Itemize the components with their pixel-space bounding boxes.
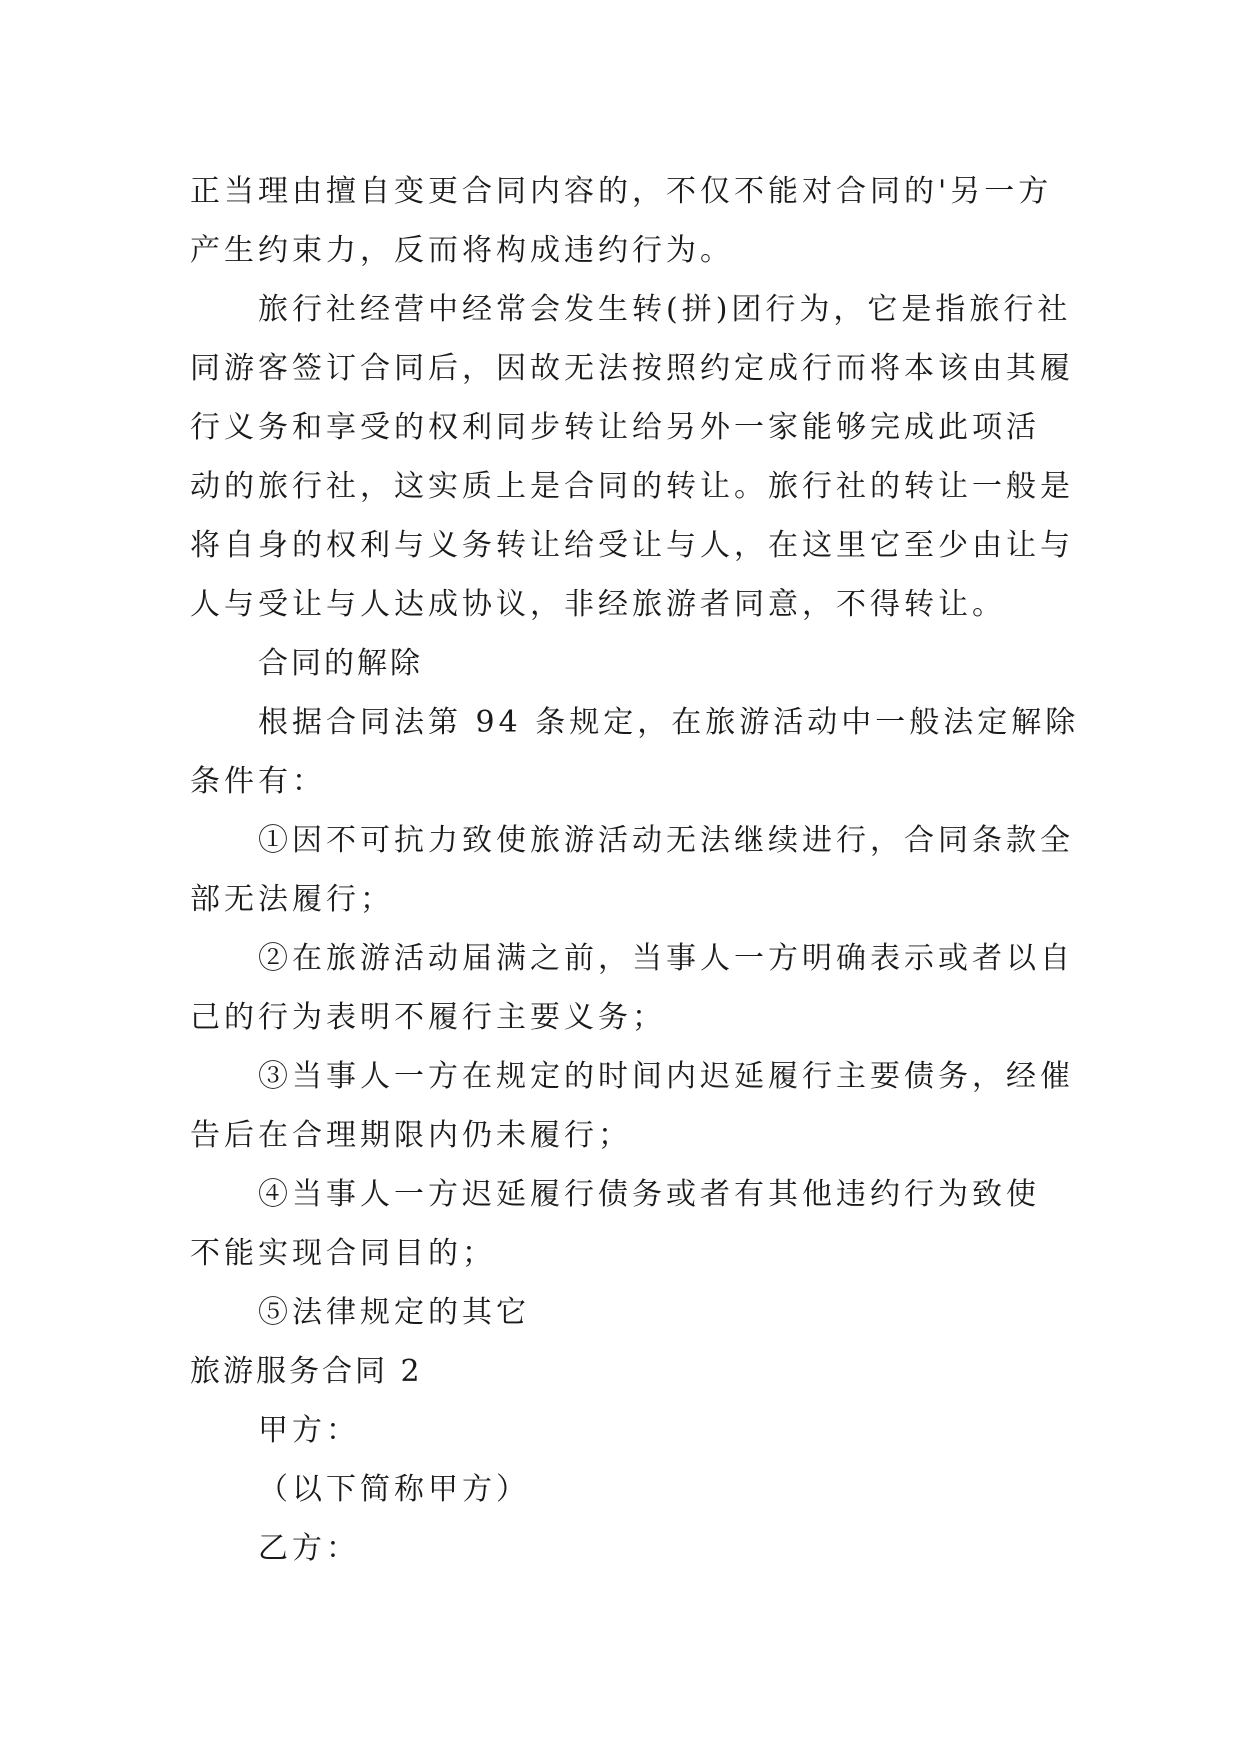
paragraph-start: 旅行社经营中经常会发生转(拼)团行为，它是指旅行社 (258, 292, 1072, 327)
text-line: 人与受让与人达成协议，非经旅游者同意，不得转让。 (190, 587, 1006, 622)
text-line: 部无法履行； (190, 882, 394, 917)
document-body (190, 162, 1080, 1578)
party-a-label: 甲方： (258, 1413, 360, 1448)
list-item-3: ③当事人一方在规定的时间内迟延履行主要债务，经催 (258, 1059, 1074, 1094)
text-line: 告后在合理期限内仍未履行； (190, 1118, 632, 1153)
list-item-4: ④当事人一方迟延履行债务或者有其他违约行为致使 (258, 1177, 1040, 1212)
list-item-5: ⑤法律规定的其它 (258, 1295, 530, 1330)
list-item-1: ①因不可抗力致使旅游活动无法继续进行，合同条款全 (258, 823, 1074, 858)
document-title: 旅游服务合同 2 (190, 1354, 423, 1389)
text-line: 动的旅行社，这实质上是合同的转让。旅行社的转让一般是 (190, 469, 1074, 504)
text-line: 产生约束力，反而将构成违约行为。 (190, 233, 734, 268)
list-item-2: ②在旅游活动届满之前，当事人一方明确表示或者以自 (258, 941, 1074, 976)
text-line: 己的行为表明不履行主要义务； (190, 1000, 666, 1035)
party-b-label: 乙方： (258, 1531, 360, 1566)
section-heading: 合同的解除 (258, 646, 423, 681)
text-line: 同游客签订合同后，因故无法按照约定成行而将本该由其履 (190, 351, 1074, 386)
text-line: 将自身的权利与义务转让给受让与人，在这里它至少由让与 (190, 528, 1074, 563)
text-line: 正当理由擅自变更合同内容的，不仅不能对合同的'另一方 (190, 174, 1053, 209)
text-line: 行义务和享受的权利同步转让给另外一家能够完成此项活 (190, 410, 1040, 445)
party-a-note: （以下简称甲方） (258, 1472, 530, 1507)
text-line: 不能实现合同目的； (190, 1236, 496, 1271)
paragraph-start: 根据合同法第 94 条规定，在旅游活动中一般法定解除 (258, 705, 1080, 740)
text-line: 条件有： (190, 764, 326, 799)
